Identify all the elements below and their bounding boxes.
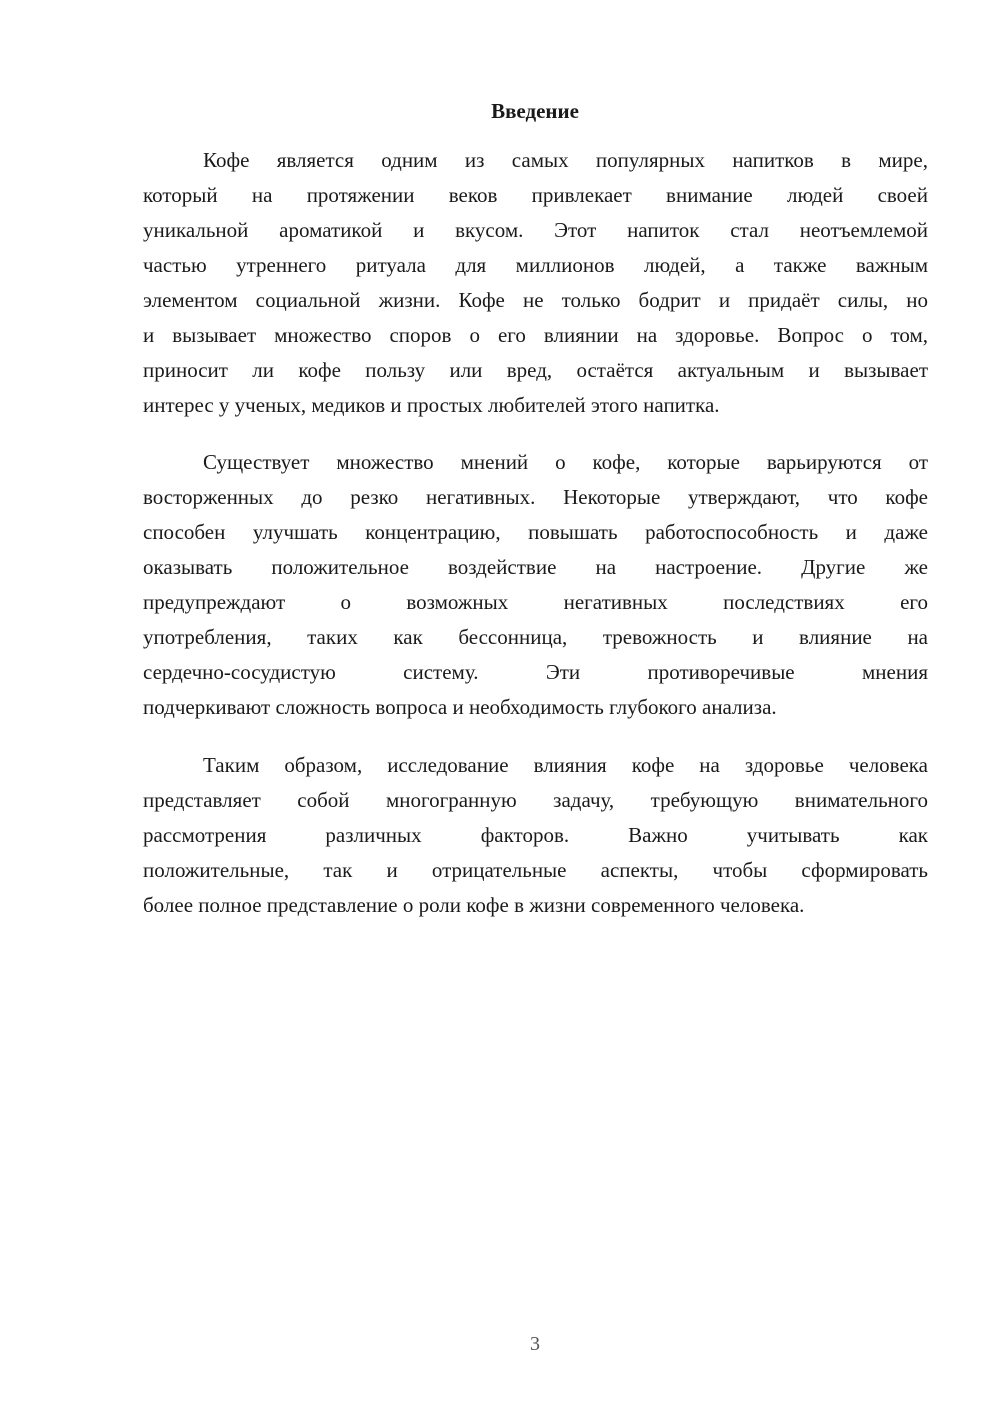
paragraph-1	[143, 143, 928, 423]
paragraph-2	[143, 445, 928, 725]
page-number: 3	[530, 1333, 540, 1355]
text-line: интерес у ученых, медиков и простых любителей этого напитка.	[143, 393, 720, 417]
text-line: подчеркивают сложность вопроса и необходимость глубокого анализа.	[143, 695, 777, 719]
text-line: уникальной ароматикой и вкусом. Этот напиток стал неотъемлемой	[143, 218, 928, 242]
text-line: и вызывает множество споров о его влиянии на здоровье. Вопрос о том,	[143, 323, 928, 347]
text-line: Кофе является одним из самых популярных напитков в мире,	[203, 148, 928, 172]
text-line: который на протяжении веков привлекает внимание людей своей	[143, 183, 928, 207]
text-line: употребления, таких как бессонница, тревожность и влияние на	[143, 625, 928, 649]
text-line: Существует множество мнений о кофе, которые варьируются от	[203, 450, 928, 474]
text-line: представляет собой многогранную задачу, требующую внимательного	[143, 788, 928, 812]
text-line: способен улучшать концентрацию, повышать работоспособность и даже	[143, 520, 928, 544]
text-line: приносит ли кофе пользу или вред, остаётся актуальным и вызывает	[143, 358, 928, 382]
text-line: элементом социальной жизни. Кофе не только бодрит и придаёт силы, но	[143, 288, 928, 312]
text-line: оказывать положительное воздействие на настроение. Другие же	[143, 555, 928, 579]
section-heading: Введение	[491, 99, 579, 123]
text-line: рассмотрения различных факторов. Важно учитывать как	[143, 823, 928, 847]
text-line: частью утреннего ритуала для миллионов людей, а также важным	[143, 253, 928, 277]
text-line: сердечно-сосудистую систему. Эти противоречивые мнения	[143, 660, 928, 684]
text-line: более полное представление о роли кофе в жизни современного человека.	[143, 893, 805, 917]
text-line: положительные, так и отрицательные аспекты, чтобы сформировать	[143, 858, 928, 882]
text-line: предупреждают о возможных негативных последствиях его	[143, 590, 928, 614]
text-line: Таким образом, исследование влияния кофе на здоровье человека	[203, 753, 928, 777]
paragraph-3	[143, 748, 928, 923]
text-line: восторженных до резко негативных. Некоторые утверждают, что кофе	[143, 485, 928, 509]
